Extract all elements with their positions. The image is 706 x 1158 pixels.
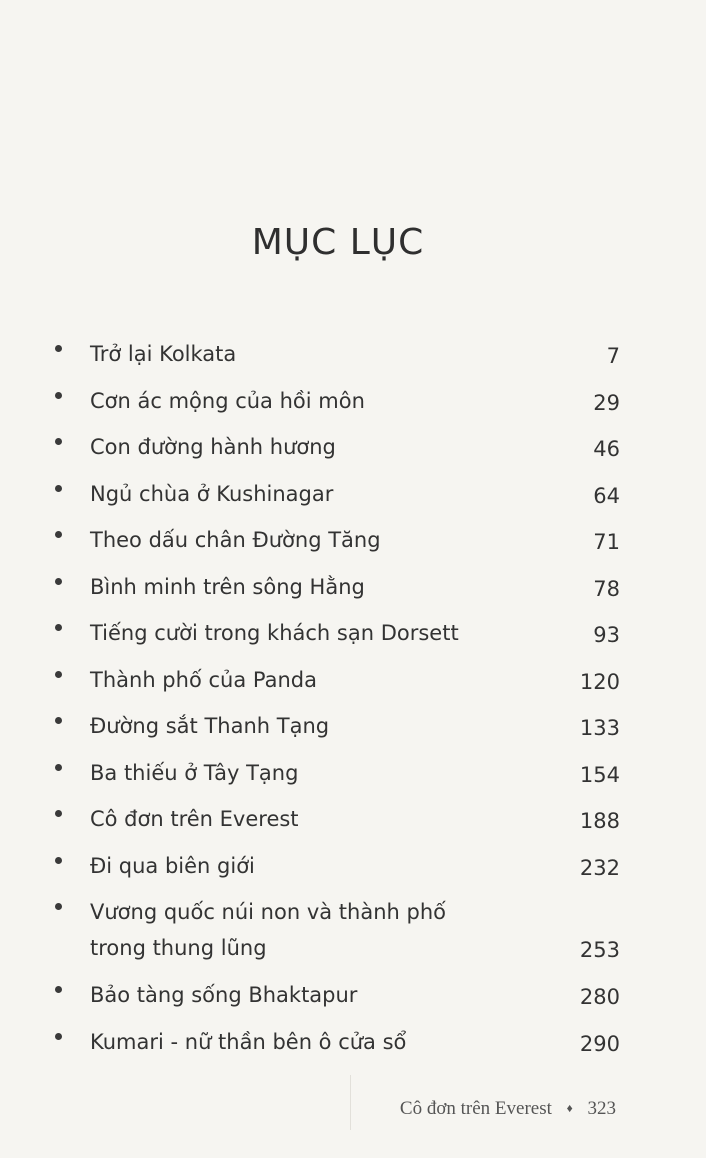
toc-entry-label: Ba thiếu ở Tây Tạng: [90, 760, 299, 785]
toc-entry-label: Đường sắt Thanh Tạng: [90, 714, 330, 738]
toc-entry-label: Đi qua biên giới: [90, 853, 255, 878]
bullet-icon: [55, 903, 62, 910]
toc-entry-page: 7: [606, 344, 620, 368]
bullet-icon: [55, 671, 62, 678]
toc-entry-label: Con đường hành hương: [90, 435, 336, 459]
toc-entry: [0, 563, 706, 610]
bullet-icon: [55, 392, 62, 399]
toc-entry: [0, 377, 706, 424]
bullet-icon: [55, 857, 62, 864]
page-crease: [350, 1075, 351, 1130]
bullet-icon: [55, 438, 62, 445]
diamond-icon: ♦: [566, 1101, 573, 1115]
bullet-icon: [55, 531, 62, 538]
toc-entry: [0, 656, 706, 703]
toc-entry: [0, 702, 706, 749]
toc-entry-label: Trở lại Kolkata: [90, 342, 237, 366]
toc-entry: [0, 842, 706, 889]
toc-entry-page: 253: [579, 938, 620, 962]
toc-entry: [0, 609, 706, 656]
toc-entry-label: Theo dấu chân Đường Tăng: [90, 528, 381, 552]
bullet-icon: [55, 986, 62, 993]
toc-entry: [0, 795, 706, 842]
toc-entry-page: 71: [593, 530, 620, 554]
toc-entry-label: Vương quốc núi non và thành phố trong thung lũng: [90, 900, 446, 960]
toc-entry-page: 120: [579, 669, 620, 694]
toc-entry-page: 29: [593, 390, 620, 415]
toc-entry: [0, 749, 706, 796]
toc-entry: [0, 330, 706, 377]
toc-entry-label: Bình minh trên sông Hằng: [90, 574, 365, 599]
running-footer: [400, 1098, 616, 1120]
toc-entry-label: Cô đơn trên Everest: [90, 807, 299, 831]
toc-entry-page: 188: [579, 809, 620, 833]
toc-entry: [0, 470, 706, 517]
bullet-icon: [55, 764, 62, 771]
toc-entry-page: 133: [579, 716, 620, 740]
table-of-contents: [0, 330, 706, 1064]
toc-entry-label: Tiếng cười trong khách sạn Dorsett: [90, 621, 459, 645]
toc-entry: [0, 971, 706, 1018]
bullet-icon: [55, 578, 62, 585]
toc-entry: [0, 1018, 706, 1065]
bullet-icon: [55, 345, 62, 352]
toc-entry: [0, 516, 706, 563]
toc-entry-page: 78: [593, 576, 620, 601]
bullet-icon: [55, 717, 62, 724]
toc-entry: [0, 423, 706, 470]
bullet-icon: [55, 1033, 62, 1040]
bullet-icon: [55, 624, 62, 631]
toc-entry-page: 280: [579, 985, 620, 1009]
toc-entry-page: 93: [593, 623, 620, 647]
toc-entry-page: 290: [579, 1031, 620, 1056]
toc-entry-page: 232: [579, 855, 620, 880]
toc-entry-page: 46: [593, 437, 620, 461]
footer-book-title: Cô đơn trên Everest: [399, 1098, 552, 1119]
toc-entry: [0, 888, 706, 971]
toc-entry-label: Cơn ác mộng của hồi môn: [90, 388, 365, 413]
bullet-icon: [55, 485, 62, 492]
toc-entry-page: 154: [579, 762, 620, 787]
toc-entry-label: Bảo tàng sống Bhaktapur: [90, 983, 358, 1007]
bullet-icon: [55, 810, 62, 817]
toc-entry-label: Thành phố của Panda: [90, 667, 317, 692]
toc-entry-label: Ngủ chùa ở Kushinagar: [90, 481, 334, 506]
footer-page-number: 323: [587, 1098, 616, 1119]
page-title: MỤC LỤC: [251, 222, 425, 264]
toc-entry-label: Kumari - nữ thần bên ô cửa sổ: [90, 1029, 407, 1054]
toc-entry-page: 64: [593, 483, 620, 508]
